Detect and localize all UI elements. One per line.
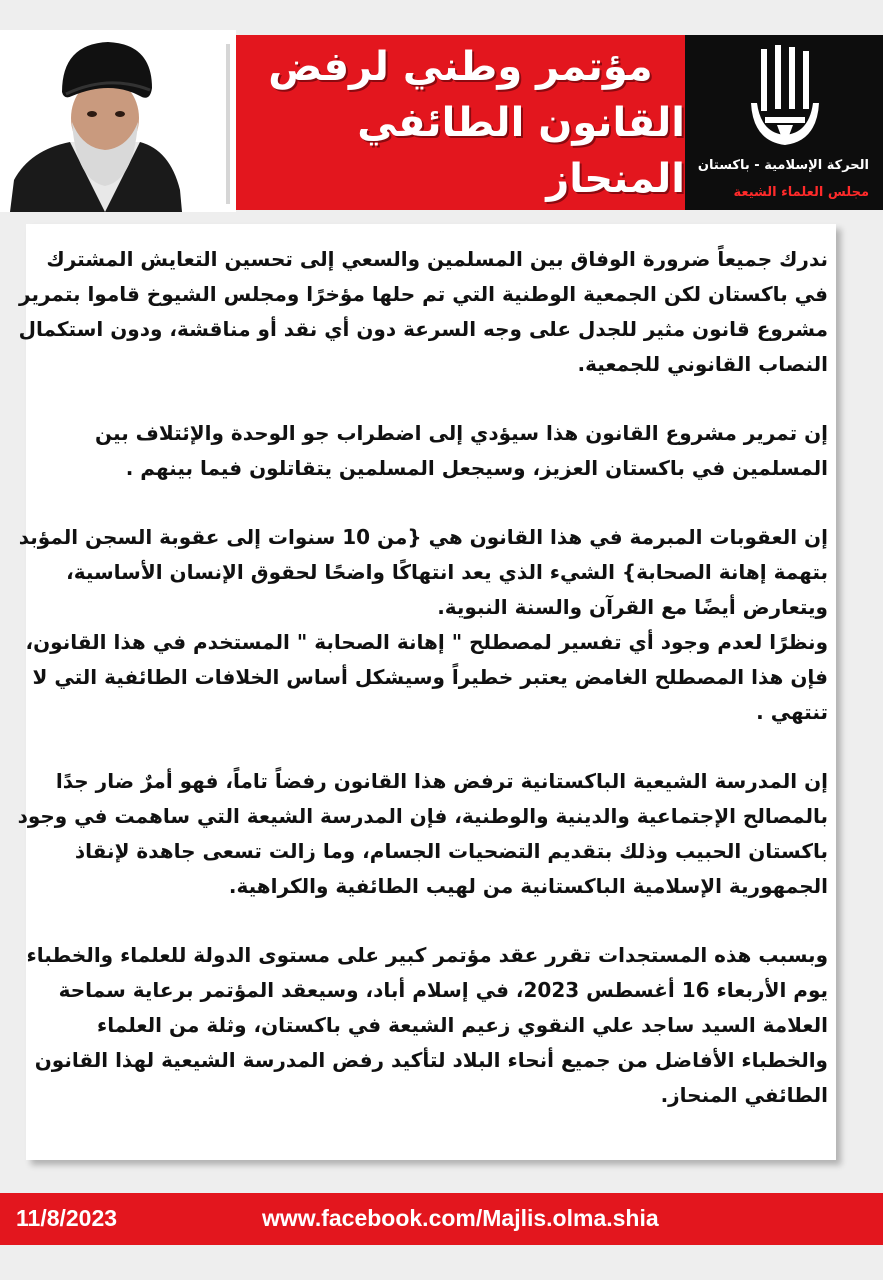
statement-card — [17, 224, 836, 1160]
header-banner — [0, 30, 883, 212]
headline-box — [236, 35, 685, 210]
cleric-portrait-photo — [0, 30, 236, 212]
headline-line-1: مؤتمر وطني لرفض — [268, 43, 653, 90]
facebook-link[interactable]: www.facebook.com/Majlis.olma.shia — [262, 1205, 659, 1231]
statement-text — [8, 242, 828, 1147]
organization-name: الحركة الإسلامية - باكستان — [697, 158, 869, 173]
footer-date: 11/8/2023 — [16, 1205, 118, 1231]
paragraph-6: وبسبب هذه المستجدات تقرر عقد مؤتمر كبير على مستوى الدولة للعلماء والخطباء يوم الأربعاء 16 أغسطس 2023، في إسلام أباد، وسيعقد المؤتمر برعاية سماحة العلامة السيد ساجد علي النقوي زعيم الشيعة في باكستان، وثلة من العلماء والخطباء الأفاضل من جميع أنحاء البلاد لتأكيد رفض المدرسة الشيعية لهذا القانون الطائفي المنحاز. — [26, 943, 828, 1107]
organization-logo-box — [685, 35, 883, 210]
majlis-calligraphy-logo-icon — [747, 45, 823, 153]
footer-bar — [0, 1193, 883, 1245]
paragraph-5: إن المدرسة الشيعية الباكستانية ترفض هذا القانون رفضاً تاماً، فهو أمرٌ ضار جدًا بالمصالح الإجتماعية والدينية والوطنية، فإن المدرسة الشيعة التي ساهمت في وجود باكستان الحبيب وذلك بتقديم التضحيات الجسام، وما زالت تسعى جاهدة لإنقاذ الجمهورية الإسلامية الباكستانية من لهيب الطائفية والكراهية. — [17, 769, 828, 898]
paragraph-4: ونظرًا لعدم وجود أي تفسير لمصطلح " إهانة الصحابة " المستخدم في هذا القانون، فإن هذا المصطلح الغامض يعتبر خطيراً وسيشكل أساس الخلافات الطائفية التي لا تنتهي . — [25, 630, 828, 724]
headline-line-2: القانون الطائفي المنحاز — [357, 99, 685, 202]
paragraph-2: إن تمرير مشروع القانون هذا سيؤدي إلى اضطراب جو الوحدة والإئتلاف بين المسلمين في باكستان العزيز، وسيجعل المسلمين يتقاتلون فيما بينهم . — [95, 421, 828, 480]
paragraph-3: إن العقوبات المبرمة في هذا القانون هي {من 10 سنوات إلى عقوبة السجن المؤبد بتهمة إهانة الصحابة} الشيء الذي يعد انتهاكًا واضحًا لحقوق الإنسان الأساسية، ويتعارض أيضًا مع القرآن والسنة النبوية. — [18, 525, 828, 619]
paragraph-1: ندرك جميعاً ضرورة الوفاق بين المسلمين والسعي إلى تحسين التعايش المشترك في باكستان لكن الجمعية الوطنية التي تم حلها مؤخرًا ومجلس الشيوخ قاموا بتمرير مشروع قانون مثير للجدل على وجه السرعة دون أي نقد أو مناقشة، ودون استكمال النصاب القانوني للجمعية. — [18, 247, 828, 376]
council-name: مجلس العلماء الشيعة — [733, 185, 869, 200]
cleric-portrait — [0, 30, 236, 212]
